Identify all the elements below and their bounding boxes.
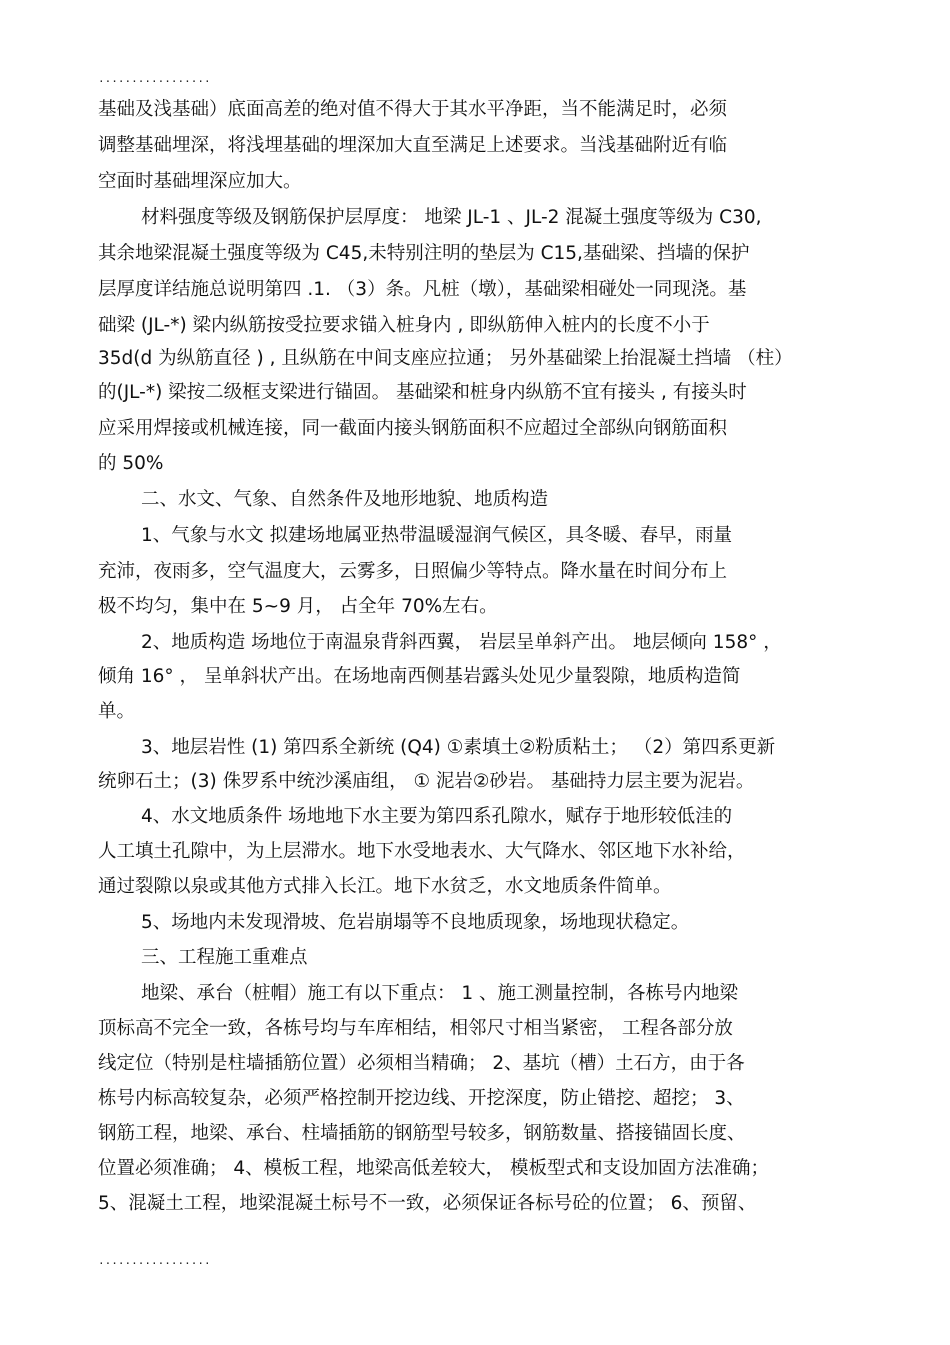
- paragraph-line: 线定位（特别是柱墙插筋位置）必须相当精确； 2、基坑（槽）土石方，由于各: [98, 1053, 745, 1074]
- paragraph-line: 栋号内标高较复杂，必须严格控制开挖边线、开挖深度，防止错挖、超挖； 3、: [98, 1088, 745, 1109]
- section-heading: 二、水文、气象、自然条件及地形地貌、地质构造: [141, 489, 549, 510]
- paragraph-line: 人工填土孔隙中，为上层滞水。地下水受地表水、大气降水、邻区地下水补给，: [98, 841, 746, 862]
- paragraph-line: 1、气象与水文 拟建场地属亚热带温暖湿润气候区，具冬暖、春早，雨量: [141, 525, 733, 546]
- paragraph-line: 的 50%: [98, 453, 164, 474]
- paragraph-line: 极不均匀，集中在 5~9 月， 占全年 70%左右。: [98, 596, 498, 617]
- paragraph-line: 充沛，夜雨多，空气温度大，云雾多，日照偏少等特点。降水量在时间分布上: [98, 561, 728, 582]
- paragraph-line: 地梁、承台（桩帽）施工有以下重点： 1 、施工测量控制，各栋号内地梁: [141, 983, 739, 1004]
- paragraph-line: 3、地层岩性 (1) 第四系全新统 (Q4) ①素填土②粉质粘土； （2）第四系更新: [141, 737, 776, 758]
- paragraph-line: 5、场地内未发现滑坡、危岩崩塌等不良地质现象，场地现状稳定。: [141, 912, 690, 933]
- paragraph-line: 应采用焊接或机械连接，同一截面内接头钢筋面积不应超过全部纵向钢筋面积: [98, 418, 728, 439]
- section-heading: 三、工程施工重难点: [141, 947, 308, 968]
- paragraph-line: 单。: [98, 701, 136, 722]
- paragraph-line: 顶标高不完全一致，各栋号均与车库相结，相邻尺寸相当紧密， 工程各部分放: [98, 1018, 733, 1039]
- paragraph-line: 其余地梁混凝土强度等级为 C45,未特别注明的垫层为 C15,基础梁、挡墙的保护: [98, 243, 750, 264]
- paragraph-line: 2、地质构造 场地位于南温泉背斜西翼， 岩层呈单斜产出。 地层倾向 158° ，: [141, 632, 782, 653]
- paragraph-line: 统卵石土；(3) 侏罗系中统沙溪庙组， ① 泥岩②砂岩。 基础持力层主要为泥岩。: [98, 771, 755, 792]
- paragraph-line: 调整基础埋深，将浅埋基础的埋深加大直至满足上述要求。当浅基础附近有临: [98, 135, 728, 156]
- paragraph-line: 35d(d 为纵筋直径 ) , 且纵筋在中间支座应拉通； 另外基础梁上抬混凝土挡墙 （柱）: [98, 348, 793, 369]
- paragraph-line: 材料强度等级及钢筋保护层厚度： 地梁 JL-1 、JL-2 混凝土强度等级为 C30,: [141, 207, 762, 228]
- footer-dot-leader: .................: [98, 1254, 211, 1267]
- paragraph-line: 的(JL-*) 梁按二级框支梁进行锚固。 基础梁和桩身内纵筋不宜有接头 , 有接头时: [98, 382, 747, 403]
- paragraph-line: 4、水文地质条件 场地地下水主要为第四系孔隙水，赋存于地形较低洼的: [141, 806, 733, 827]
- paragraph-line: 通过裂隙以泉或其他方式排入长江。地下水贫乏，水文地质条件简单。: [98, 876, 672, 897]
- paragraph-line: 基础及浅基础）底面高差的绝对值不得大于其水平净距，当不能满足时，必须: [98, 99, 728, 120]
- paragraph-line: 空面时基础埋深应加大。: [98, 171, 302, 192]
- paragraph-line: 础梁 (JL-*) 梁内纵筋按受拉要求锚入桩身内 , 即纵筋伸入桩内的长度不小于: [98, 315, 710, 336]
- paragraph-line: 5、混凝土工程，地梁混凝土标号不一致，必须保证各标号砼的位置； 6、预留、: [98, 1193, 757, 1214]
- paragraph-line: 倾角 16° ， 呈单斜状产出。在场地南西侧基岩露头处见少量裂隙，地质构造简: [98, 666, 741, 687]
- paragraph-line: 位置必须准确； 4、模板工程，地梁高低差较大， 模板型式和支设加固方法准确；: [98, 1158, 770, 1179]
- paragraph-line: 钢筋工程，地梁、承台、柱墙插筋的钢筋型号较多，钢筋数量、搭接锚固长度、: [98, 1123, 746, 1144]
- header-dot-leader: .................: [98, 72, 211, 85]
- paragraph-line: 层厚度详结施总说明第四 .1. （3）条。凡桩（墩），基础梁相碰处一同现浇。基: [98, 279, 747, 300]
